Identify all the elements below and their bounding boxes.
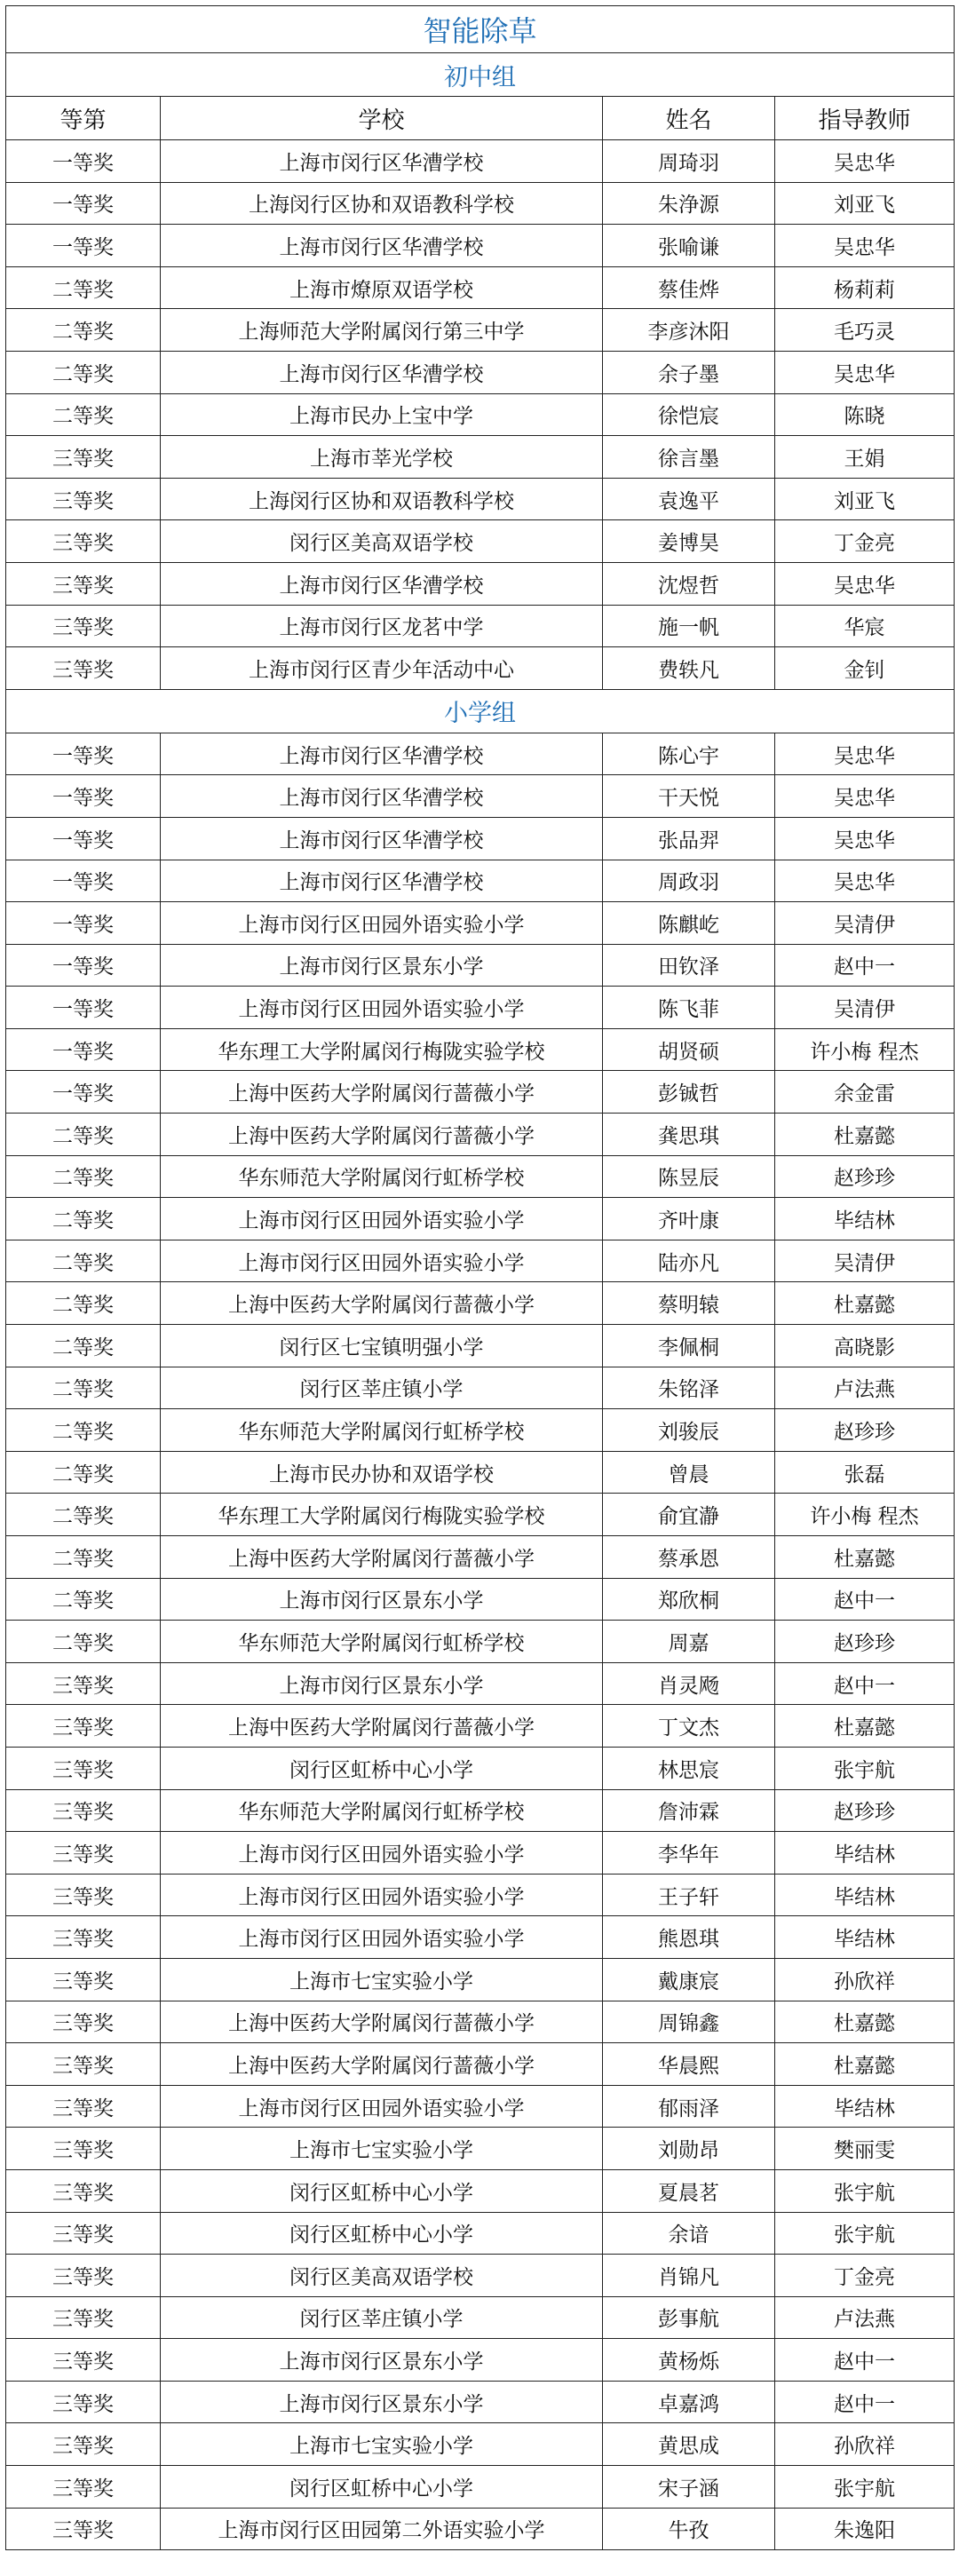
student-name-cell: 龚思琪 (603, 1114, 775, 1156)
header-rank: 等第 (6, 97, 161, 140)
student-name-cell: 陈心宇 (603, 733, 775, 775)
teacher-cell: 赵中一 (775, 2381, 955, 2423)
teacher-cell: 杜嘉懿 (775, 1705, 955, 1748)
school-cell: 上海市闵行区田园第二外语实验小学 (161, 2508, 603, 2550)
rank-cell: 三等奖 (6, 520, 161, 563)
rank-cell: 三等奖 (6, 2043, 161, 2086)
teacher-cell: 华宸 (775, 605, 955, 647)
table-row (6, 2423, 955, 2466)
school-cell: 华东师范大学附属闵行虹桥学校 (161, 1789, 603, 1832)
school-cell: 上海市闵行区华漕学校 (161, 733, 603, 775)
teacher-cell: 赵中一 (775, 1662, 955, 1705)
rank-cell: 三等奖 (6, 2339, 161, 2382)
school-cell: 上海市闵行区田园外语实验小学 (161, 2085, 603, 2128)
school-cell: 上海市闵行区华漕学校 (161, 860, 603, 902)
student-name-cell: 蔡承恩 (603, 1536, 775, 1579)
school-cell: 上海闵行区协和双语教科学校 (161, 182, 603, 225)
student-name-cell: 牛孜 (603, 2508, 775, 2550)
rank-cell: 一等奖 (6, 902, 161, 945)
teacher-cell: 杜嘉懿 (775, 2001, 955, 2043)
rank-cell: 一等奖 (6, 182, 161, 225)
teacher-cell: 杜嘉懿 (775, 1536, 955, 1579)
table-row (6, 1578, 955, 1621)
school-cell: 上海中医药大学附属闵行蔷薇小学 (161, 1071, 603, 1114)
school-cell: 上海市闵行区田园外语实验小学 (161, 1240, 603, 1282)
rank-cell: 三等奖 (6, 1874, 161, 1916)
table-row (6, 1494, 955, 1536)
rank-cell: 三等奖 (6, 436, 161, 479)
rank-cell: 二等奖 (6, 351, 161, 393)
school-cell: 闵行区虹桥中心小学 (161, 2466, 603, 2509)
teacher-cell: 丁金亮 (775, 520, 955, 563)
student-name-cell: 肖灵飏 (603, 1662, 775, 1705)
table-row (6, 2255, 955, 2297)
student-name-cell: 蔡佳烨 (603, 266, 775, 309)
group-title: 小学组 (6, 689, 955, 733)
school-cell: 上海闵行区协和双语教科学校 (161, 478, 603, 520)
rank-cell: 二等奖 (6, 1282, 161, 1325)
school-cell: 上海市闵行区田园外语实验小学 (161, 1916, 603, 1959)
teacher-cell: 杜嘉懿 (775, 2043, 955, 2086)
rank-cell: 二等奖 (6, 309, 161, 352)
rank-cell: 三等奖 (6, 2466, 161, 2509)
table-row (6, 860, 955, 902)
teacher-cell: 张宇航 (775, 2212, 955, 2255)
table-row (6, 2169, 955, 2212)
column-header-row (6, 97, 955, 140)
table-row (6, 1451, 955, 1494)
teacher-cell: 毕结林 (775, 1916, 955, 1959)
table-row (6, 1198, 955, 1240)
teacher-cell: 孙欣祥 (775, 1958, 955, 2001)
school-cell: 上海市闵行区华漕学校 (161, 817, 603, 860)
table-row (6, 1536, 955, 1579)
table-row (6, 562, 955, 605)
teacher-cell: 吴忠华 (775, 860, 955, 902)
table-row (6, 2128, 955, 2170)
school-cell: 上海市闵行区华漕学校 (161, 140, 603, 183)
table-row (6, 393, 955, 436)
rank-cell: 一等奖 (6, 733, 161, 775)
student-name-cell: 华晨熙 (603, 2043, 775, 2086)
school-cell: 上海市闵行区景东小学 (161, 1662, 603, 1705)
student-name-cell: 姜博昊 (603, 520, 775, 563)
table-row (6, 733, 955, 775)
table-row (6, 647, 955, 690)
rank-cell: 三等奖 (6, 1789, 161, 1832)
school-cell: 上海市闵行区华漕学校 (161, 775, 603, 818)
rank-cell: 二等奖 (6, 1409, 161, 1452)
rank-cell: 三等奖 (6, 1662, 161, 1705)
school-cell: 华东师范大学附属闵行虹桥学校 (161, 1621, 603, 1663)
student-name-cell: 朱铭泽 (603, 1367, 775, 1409)
school-cell: 上海市闵行区田园外语实验小学 (161, 1198, 603, 1240)
table-row (6, 902, 955, 945)
rank-cell: 二等奖 (6, 1114, 161, 1156)
teacher-cell: 吴忠华 (775, 775, 955, 818)
table-row (6, 1367, 955, 1409)
student-name-cell: 田钦泽 (603, 944, 775, 987)
school-cell: 闵行区七宝镇明强小学 (161, 1325, 603, 1367)
student-name-cell: 蔡明辕 (603, 1282, 775, 1325)
rank-cell: 一等奖 (6, 775, 161, 818)
table-row (6, 2296, 955, 2339)
teacher-cell: 赵珍珍 (775, 1155, 955, 1198)
student-name-cell: 张喻谦 (603, 225, 775, 267)
rank-cell: 一等奖 (6, 225, 161, 267)
rank-cell: 三等奖 (6, 1705, 161, 1748)
table-row (6, 1916, 955, 1959)
student-name-cell: 黄思成 (603, 2423, 775, 2466)
rank-cell: 二等奖 (6, 1451, 161, 1494)
student-name-cell: 余谙 (603, 2212, 775, 2255)
rank-cell: 二等奖 (6, 1621, 161, 1663)
teacher-cell: 朱逸阳 (775, 2508, 955, 2550)
school-cell: 闵行区虹桥中心小学 (161, 1747, 603, 1789)
teacher-cell: 吴忠华 (775, 351, 955, 393)
rank-cell: 三等奖 (6, 647, 161, 690)
school-cell: 上海中医药大学附属闵行蔷薇小学 (161, 1282, 603, 1325)
table-row (6, 436, 955, 479)
student-name-cell: 彭事航 (603, 2296, 775, 2339)
title-row (6, 6, 955, 53)
teacher-cell: 许小梅 程杰 (775, 1028, 955, 1071)
teacher-cell: 王娟 (775, 436, 955, 479)
school-cell: 上海市闵行区华漕学校 (161, 351, 603, 393)
rank-cell: 一等奖 (6, 1071, 161, 1114)
rank-cell: 三等奖 (6, 2212, 161, 2255)
table-row (6, 1240, 955, 1282)
table-row (6, 775, 955, 818)
header-school: 学校 (161, 97, 603, 140)
school-cell: 上海市莘光学校 (161, 436, 603, 479)
teacher-cell: 赵中一 (775, 1578, 955, 1621)
school-cell: 上海市闵行区青少年活动中心 (161, 647, 603, 690)
student-name-cell: 林思宸 (603, 1747, 775, 1789)
teacher-cell: 卢法燕 (775, 1367, 955, 1409)
table-row (6, 817, 955, 860)
rank-cell: 二等奖 (6, 1536, 161, 1579)
table-row (6, 2212, 955, 2255)
student-name-cell: 周锦鑫 (603, 2001, 775, 2043)
school-cell: 上海中医药大学附属闵行蔷薇小学 (161, 2043, 603, 2086)
school-cell: 华东师范大学附属闵行虹桥学校 (161, 1155, 603, 1198)
student-name-cell: 肖锦凡 (603, 2255, 775, 2297)
student-name-cell: 周嘉 (603, 1621, 775, 1663)
teacher-cell: 樊丽雯 (775, 2128, 955, 2170)
school-cell: 上海市闵行区华漕学校 (161, 562, 603, 605)
group-header-row (6, 53, 955, 97)
student-name-cell: 曾晨 (603, 1451, 775, 1494)
student-name-cell: 陈昱辰 (603, 1155, 775, 1198)
school-cell: 闵行区美高双语学校 (161, 520, 603, 563)
school-cell: 上海市闵行区田园外语实验小学 (161, 1874, 603, 1916)
table-row (6, 1028, 955, 1071)
table-row (6, 182, 955, 225)
school-cell: 上海中医药大学附属闵行蔷薇小学 (161, 1705, 603, 1748)
student-name-cell: 刘勋昂 (603, 2128, 775, 2170)
rank-cell: 三等奖 (6, 562, 161, 605)
student-name-cell: 李佩桐 (603, 1325, 775, 1367)
teacher-cell: 金钊 (775, 647, 955, 690)
student-name-cell: 戴康宸 (603, 1958, 775, 2001)
table-row (6, 351, 955, 393)
school-cell: 闵行区虹桥中心小学 (161, 2212, 603, 2255)
student-name-cell: 丁文杰 (603, 1705, 775, 1748)
student-name-cell: 刘骏辰 (603, 1409, 775, 1452)
table-row (6, 1282, 955, 1325)
table-row (6, 225, 955, 267)
teacher-cell: 刘亚飞 (775, 478, 955, 520)
table-row (6, 1325, 955, 1367)
table-row (6, 266, 955, 309)
school-cell: 上海市民办协和双语学校 (161, 1451, 603, 1494)
student-name-cell: 卓嘉鸿 (603, 2381, 775, 2423)
student-name-cell: 李彦沐阳 (603, 309, 775, 352)
student-name-cell: 张品羿 (603, 817, 775, 860)
teacher-cell: 毕结林 (775, 1874, 955, 1916)
rank-cell: 三等奖 (6, 1832, 161, 1875)
table-row (6, 140, 955, 183)
student-name-cell: 陆亦凡 (603, 1240, 775, 1282)
student-name-cell: 王子轩 (603, 1874, 775, 1916)
teacher-cell: 吴忠华 (775, 733, 955, 775)
teacher-cell: 杨莉莉 (775, 266, 955, 309)
teacher-cell: 赵珍珍 (775, 1409, 955, 1452)
school-cell: 上海市七宝实验小学 (161, 2128, 603, 2170)
school-cell: 上海市闵行区田园外语实验小学 (161, 902, 603, 945)
teacher-cell: 毛巧灵 (775, 309, 955, 352)
student-name-cell: 郁雨泽 (603, 2085, 775, 2128)
school-cell: 上海市闵行区景东小学 (161, 2339, 603, 2382)
table-row (6, 478, 955, 520)
school-cell: 上海市七宝实验小学 (161, 2423, 603, 2466)
teacher-cell: 毕结林 (775, 1832, 955, 1875)
rank-cell: 二等奖 (6, 1578, 161, 1621)
student-name-cell: 施一帆 (603, 605, 775, 647)
teacher-cell: 高晓影 (775, 1325, 955, 1367)
student-name-cell: 俞宜瀞 (603, 1494, 775, 1536)
school-cell: 上海市民办上宝中学 (161, 393, 603, 436)
student-name-cell: 熊恩琪 (603, 1916, 775, 1959)
table-row (6, 520, 955, 563)
rank-cell: 三等奖 (6, 1747, 161, 1789)
rank-cell: 二等奖 (6, 1240, 161, 1282)
school-cell: 上海师范大学附属闵行第三中学 (161, 309, 603, 352)
award-sheet (5, 5, 954, 2550)
teacher-cell: 张宇航 (775, 2169, 955, 2212)
table-row (6, 987, 955, 1029)
teacher-cell: 吴清伊 (775, 987, 955, 1029)
table-row (6, 605, 955, 647)
rank-cell: 一等奖 (6, 987, 161, 1029)
rank-cell: 三等奖 (6, 2169, 161, 2212)
student-name-cell: 干天悦 (603, 775, 775, 818)
student-name-cell: 黄杨烁 (603, 2339, 775, 2382)
rank-cell: 三等奖 (6, 2085, 161, 2128)
school-cell: 华东师范大学附属闵行虹桥学校 (161, 1409, 603, 1452)
teacher-cell: 陈晓 (775, 393, 955, 436)
school-cell: 上海市闵行区田园外语实验小学 (161, 987, 603, 1029)
student-name-cell: 朱浄源 (603, 182, 775, 225)
school-cell: 华东理工大学附属闵行梅陇实验学校 (161, 1494, 603, 1536)
school-cell: 上海市闵行区景东小学 (161, 944, 603, 987)
teacher-cell: 赵中一 (775, 944, 955, 987)
school-cell: 上海中医药大学附属闵行蔷薇小学 (161, 1114, 603, 1156)
school-cell: 上海市燎原双语学校 (161, 266, 603, 309)
teacher-cell: 吴清伊 (775, 1240, 955, 1282)
rank-cell: 二等奖 (6, 1155, 161, 1198)
rank-cell: 二等奖 (6, 393, 161, 436)
school-cell: 上海市闵行区田园外语实验小学 (161, 1832, 603, 1875)
rank-cell: 一等奖 (6, 140, 161, 183)
school-cell: 上海市闵行区龙茗中学 (161, 605, 603, 647)
teacher-cell: 杜嘉懿 (775, 1114, 955, 1156)
student-name-cell: 宋子涵 (603, 2466, 775, 2509)
table-row (6, 1409, 955, 1452)
student-name-cell: 费轶凡 (603, 647, 775, 690)
student-name-cell: 詹沛霖 (603, 1789, 775, 1832)
teacher-cell: 吴忠华 (775, 817, 955, 860)
rank-cell: 三等奖 (6, 2423, 161, 2466)
group-title: 初中组 (6, 53, 955, 97)
teacher-cell: 卢法燕 (775, 2296, 955, 2339)
table-row (6, 1705, 955, 1748)
teacher-cell: 张宇航 (775, 1747, 955, 1789)
table-row (6, 309, 955, 352)
table-row (6, 1789, 955, 1832)
student-name-cell: 余子墨 (603, 351, 775, 393)
teacher-cell: 赵中一 (775, 2339, 955, 2382)
rank-cell: 二等奖 (6, 1494, 161, 1536)
teacher-cell: 毕结林 (775, 1198, 955, 1240)
rank-cell: 三等奖 (6, 2296, 161, 2339)
rank-cell: 一等奖 (6, 817, 161, 860)
rank-cell: 二等奖 (6, 266, 161, 309)
table-row (6, 944, 955, 987)
rank-cell: 三等奖 (6, 2128, 161, 2170)
header-name: 姓名 (603, 97, 775, 140)
rank-cell: 三等奖 (6, 478, 161, 520)
rank-cell: 三等奖 (6, 2255, 161, 2297)
table-row (6, 2339, 955, 2382)
table-row (6, 1621, 955, 1663)
table-row (6, 1874, 955, 1916)
teacher-cell: 毕结林 (775, 2085, 955, 2128)
student-name-cell: 郑欣桐 (603, 1578, 775, 1621)
table-row (6, 1155, 955, 1198)
student-name-cell: 周政羽 (603, 860, 775, 902)
teacher-cell: 吴忠华 (775, 140, 955, 183)
student-name-cell: 周琦羽 (603, 140, 775, 183)
student-name-cell: 徐言墨 (603, 436, 775, 479)
teacher-cell: 吴忠华 (775, 225, 955, 267)
rank-cell: 二等奖 (6, 1198, 161, 1240)
school-cell: 上海市闵行区景东小学 (161, 2381, 603, 2423)
table-row (6, 2001, 955, 2043)
student-name-cell: 沈煜哲 (603, 562, 775, 605)
student-name-cell: 徐恺宸 (603, 393, 775, 436)
rank-cell: 三等奖 (6, 2381, 161, 2423)
award-table (5, 5, 955, 2550)
student-name-cell: 彭铖哲 (603, 1071, 775, 1114)
header-teacher: 指导教师 (775, 97, 955, 140)
school-cell: 闵行区虹桥中心小学 (161, 2169, 603, 2212)
table-row (6, 2043, 955, 2086)
table-row (6, 1747, 955, 1789)
school-cell: 闵行区美高双语学校 (161, 2255, 603, 2297)
school-cell: 上海中医药大学附属闵行蔷薇小学 (161, 2001, 603, 2043)
teacher-cell: 孙欣祥 (775, 2423, 955, 2466)
school-cell: 上海市闵行区华漕学校 (161, 225, 603, 267)
teacher-cell: 吴忠华 (775, 562, 955, 605)
student-name-cell: 夏晨茗 (603, 2169, 775, 2212)
teacher-cell: 杜嘉懿 (775, 1282, 955, 1325)
school-cell: 闵行区莘庄镇小学 (161, 2296, 603, 2339)
award-table-body (6, 6, 955, 2550)
table-row (6, 2381, 955, 2423)
teacher-cell: 吴清伊 (775, 902, 955, 945)
teacher-cell: 刘亚飞 (775, 182, 955, 225)
school-cell: 上海市闵行区景东小学 (161, 1578, 603, 1621)
teacher-cell: 张磊 (775, 1451, 955, 1494)
rank-cell: 三等奖 (6, 2001, 161, 2043)
teacher-cell: 赵珍珍 (775, 1789, 955, 1832)
school-cell: 上海市七宝实验小学 (161, 1958, 603, 2001)
table-row (6, 1958, 955, 2001)
student-name-cell: 齐叶康 (603, 1198, 775, 1240)
rank-cell: 一等奖 (6, 944, 161, 987)
rank-cell: 三等奖 (6, 1916, 161, 1959)
table-row (6, 1832, 955, 1875)
table-row (6, 1662, 955, 1705)
school-cell: 上海中医药大学附属闵行蔷薇小学 (161, 1536, 603, 1579)
student-name-cell: 李华年 (603, 1832, 775, 1875)
student-name-cell: 陈麒屹 (603, 902, 775, 945)
teacher-cell: 余金雷 (775, 1071, 955, 1114)
teacher-cell: 张宇航 (775, 2466, 955, 2509)
student-name-cell: 陈飞菲 (603, 987, 775, 1029)
table-row (6, 1114, 955, 1156)
table-row (6, 1071, 955, 1114)
rank-cell: 二等奖 (6, 1367, 161, 1409)
rank-cell: 三等奖 (6, 2508, 161, 2550)
rank-cell: 二等奖 (6, 1325, 161, 1367)
teacher-cell: 赵珍珍 (775, 1621, 955, 1663)
school-cell: 华东理工大学附属闵行梅陇实验学校 (161, 1028, 603, 1071)
teacher-cell: 许小梅 程杰 (775, 1494, 955, 1536)
rank-cell: 一等奖 (6, 1028, 161, 1071)
table-row (6, 2085, 955, 2128)
student-name-cell: 胡贤硕 (603, 1028, 775, 1071)
school-cell: 闵行区莘庄镇小学 (161, 1367, 603, 1409)
group-header-row (6, 689, 955, 733)
table-row (6, 2508, 955, 2550)
table-row (6, 2466, 955, 2509)
rank-cell: 一等奖 (6, 860, 161, 902)
page-title: 智能除草 (6, 6, 955, 53)
rank-cell: 三等奖 (6, 1958, 161, 2001)
student-name-cell: 袁逸平 (603, 478, 775, 520)
rank-cell: 三等奖 (6, 605, 161, 647)
teacher-cell: 丁金亮 (775, 2255, 955, 2297)
